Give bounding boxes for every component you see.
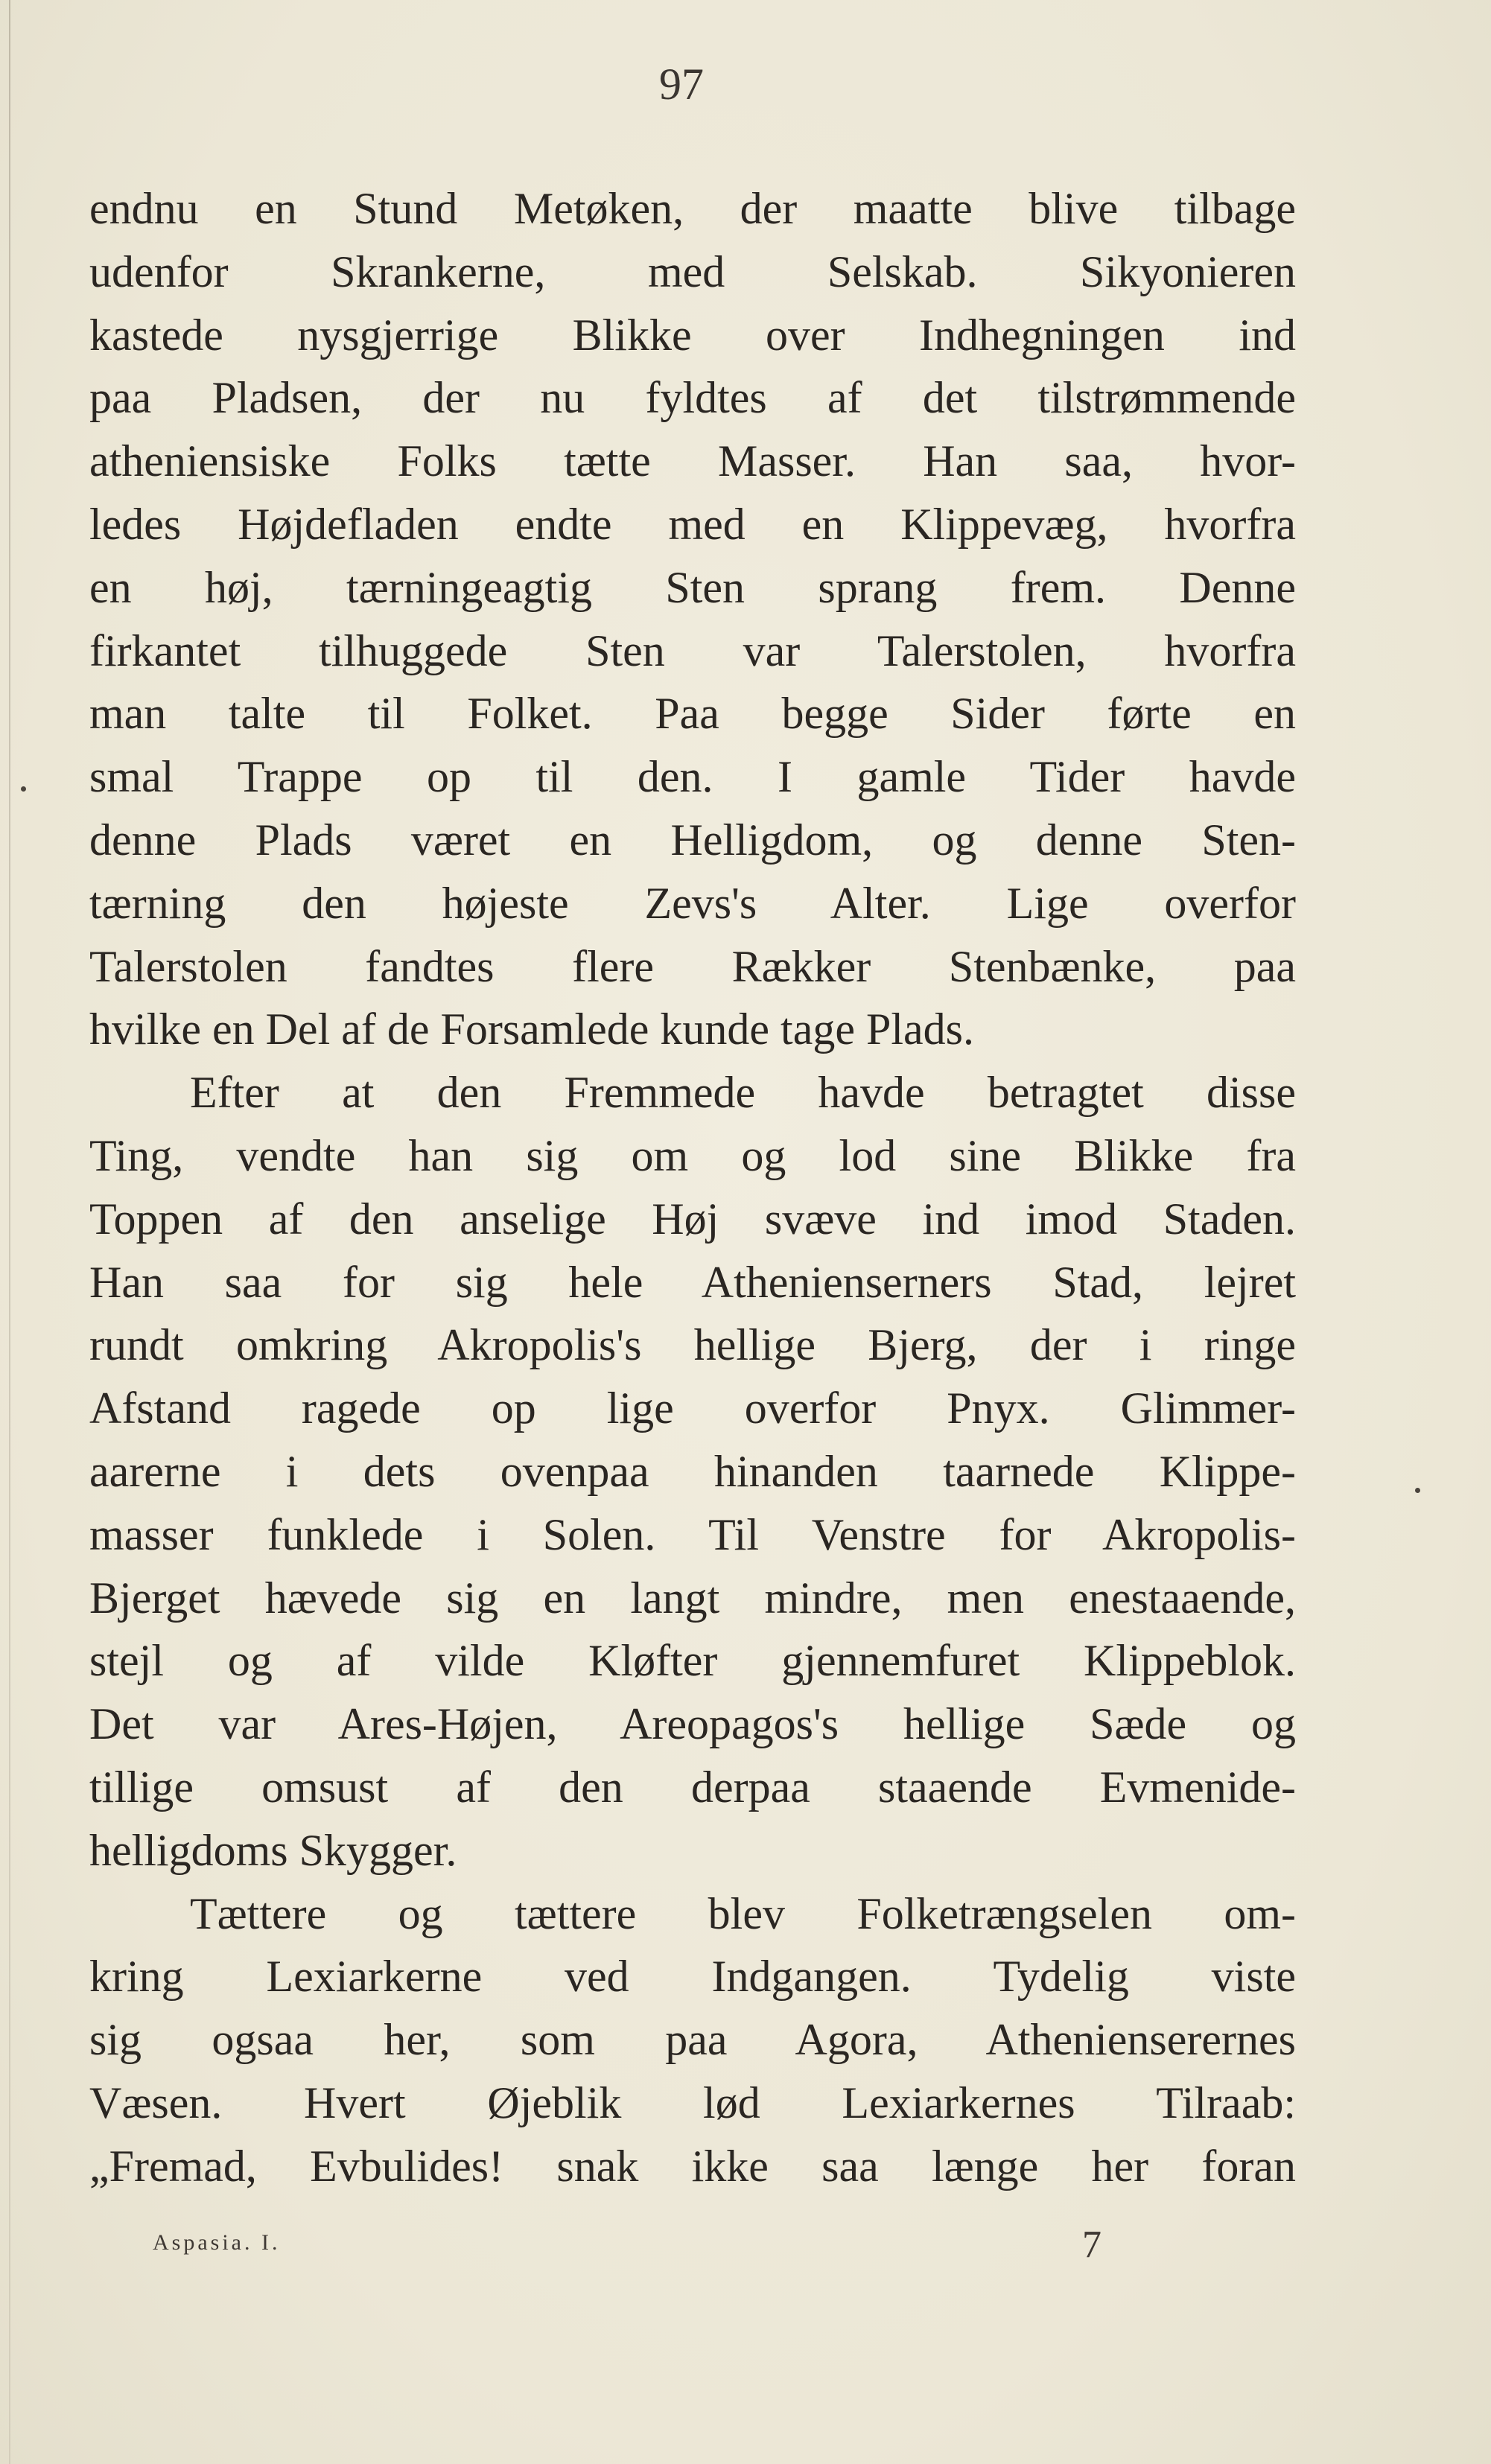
text-line: rundt omkring Akropolis's hellige Bjerg, der i ringe (89, 1320, 1296, 1370)
text-line: Bjerget hævede sig en langt mindre, men enestaaende, (89, 1573, 1296, 1623)
text-line: Han saa for sig hele Athenienserners Stad, lejret (89, 1257, 1296, 1307)
text-line: stejl og af vilde Kløfter gjennemfuret Klippeblok. (89, 1636, 1296, 1686)
text-line: en høj, tærningeagtig Sten sprang frem. Denne (89, 562, 1296, 612)
page-number: 97 (659, 60, 704, 109)
text-line: sig ogsaa her, som paa Agora, Athenienserernes (89, 2015, 1296, 2065)
text-line: Væsen. Hvert Øjeblik lød Lexiarkernes Tilraab: (89, 2078, 1296, 2127)
text-line: Talerstolen fandtes flere Rækker Stenbænke, paa (89, 941, 1296, 991)
sheet-number: 7 (1082, 2223, 1101, 2266)
text-line: Afstand ragede op lige overfor Pnyx. Glimmer- (89, 1384, 1296, 1433)
text-line: tærning den højeste Zevs's Alter. Lige overfor (89, 878, 1296, 928)
text-line: kring Lexiarkerne ved Indgangen. Tydelig viste (89, 1952, 1296, 2002)
margin-dot (1415, 1488, 1420, 1493)
text-line: Toppen af den anselige Høj svæve ind imod Staden. (89, 1194, 1296, 1244)
text-line: Tættere og tættere blev Folketrængselen om- (190, 1888, 1296, 1938)
text-line: man talte til Folket. Paa begge Sider førte en (89, 689, 1296, 739)
text-line: denne Plads været en Helligdom, og denne Sten- (89, 815, 1296, 865)
text-line: ledes Højdefladen endte med en Klippevæg, hvorfra (89, 499, 1296, 549)
text-line: helligdoms Skygger. (89, 1825, 457, 1875)
text-line: kastede nysgjerrige Blikke over Indhegningen ind (89, 310, 1296, 360)
text-line: smal Trappe op til den. I gamle Tider havde (89, 752, 1296, 802)
body-text (89, 177, 1296, 2198)
text-line: Det var Ares-Højen, Areopagos's hellige Sæde og (89, 1699, 1296, 1749)
signature-mark: Aspasia. I. (153, 2230, 281, 2255)
text-line: hvilke en Del af de Forsamlede kunde tage Plads. (89, 1005, 974, 1054)
text-line: tillige omsust af den derpaa staaende Evmenide- (89, 1762, 1296, 1812)
text-line: aarerne i dets ovenpaa hinanden taarnede Klippe- (89, 1446, 1296, 1496)
page-edge-shadow (9, 0, 10, 2464)
text-line: endnu en Stund Metøken, der maatte blive tilbage (89, 184, 1296, 233)
margin-dot (21, 786, 26, 792)
text-line: masser funklede i Solen. Til Venstre for Akropolis- (89, 1509, 1296, 1559)
text-line: Efter at den Fremmede havde betragtet disse (190, 1068, 1296, 1118)
text-line: firkantet tilhuggede Sten var Talerstolen, hvorfra (89, 625, 1296, 675)
text-line: udenfor Skrankerne, med Selskab. Sikyonieren (89, 246, 1296, 296)
text-line: paa Pladsen, der nu fyldtes af det tilstrømmende (89, 373, 1296, 423)
text-line: atheniensiske Folks tætte Masser. Han saa, hvor- (89, 436, 1296, 486)
text-line: „Fremad, Evbulides! snak ikke saa længe her foran (89, 2141, 1296, 2191)
page-footer (153, 2223, 1121, 2267)
text-line: Ting, vendte han sig om og lod sine Blikke fra (89, 1130, 1296, 1180)
